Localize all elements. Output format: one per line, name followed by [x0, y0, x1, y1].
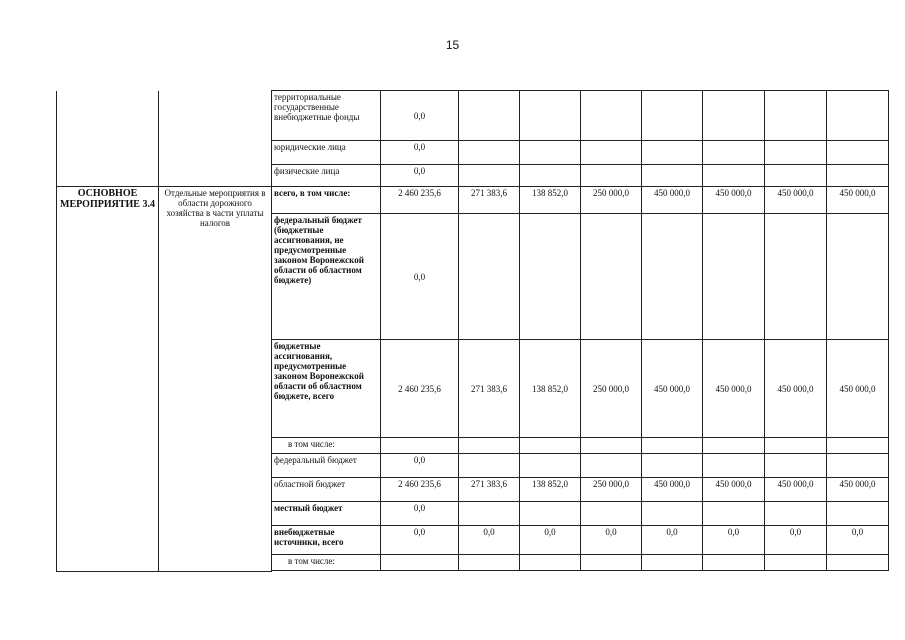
value-cell: 138 852,0: [520, 478, 581, 502]
value-cell: 271 383,6: [459, 478, 520, 502]
value-cell: 450 000,0: [827, 478, 889, 502]
source-label: бюджетные ассигнования, предусмотренные законом Воронежской области об областном бюджете, всего: [272, 340, 381, 438]
page-number: 15: [445, 38, 460, 52]
value-cell: 2 460 235,6: [381, 187, 459, 214]
budget-table: [56, 90, 889, 572]
value-cell: 2 460 235,6: [381, 478, 459, 502]
value-cell: 0,0: [703, 526, 765, 555]
value-cell: 0,0: [827, 526, 889, 555]
value-cell: 450 000,0: [765, 340, 827, 438]
value-cell: 0,0: [381, 502, 459, 526]
value-cell: 450 000,0: [827, 340, 889, 438]
value-cell: 0,0: [381, 454, 459, 478]
source-label: внебюджетные источники, всего: [272, 526, 381, 555]
total-value: 0,0: [381, 165, 459, 187]
value-cell: 2 460 235,6: [381, 340, 459, 438]
measure-title: ОСНОВНОЕ МЕРОПРИЯТИЕ 3.4: [57, 187, 159, 572]
value-cell: 0,0: [520, 526, 581, 555]
value-cell: 138 852,0: [520, 340, 581, 438]
source-label: территориальные государственные внебюджетные фонды: [272, 91, 381, 141]
source-label: физические лица: [272, 165, 381, 187]
value-cell: 271 383,6: [459, 340, 520, 438]
table-row: [57, 91, 889, 141]
value-cell: 0,0: [381, 214, 459, 340]
source-label: юридические лица: [272, 141, 381, 165]
source-label: в том числе:: [272, 438, 381, 454]
value-cell: 138 852,0: [520, 187, 581, 214]
value-cell: 0,0: [581, 526, 642, 555]
source-label: в том числе:: [272, 555, 381, 571]
total-value: 0,0: [381, 141, 459, 165]
value-cell: 250 000,0: [581, 340, 642, 438]
source-label: федеральный бюджет (бюджетные ассигнования, не предусмотренные законом Воронежской области об областном бюджете): [272, 214, 381, 340]
source-label: местный бюджет: [272, 502, 381, 526]
value-cell: 450 000,0: [703, 340, 765, 438]
measure-description: Отдельные мероприятия в области дорожного хозяйства в части уплаты налогов: [159, 187, 272, 572]
value-cell: 0,0: [642, 526, 703, 555]
value-cell: 250 000,0: [581, 187, 642, 214]
value-cell: 450 000,0: [703, 478, 765, 502]
empty-measure-cell: [57, 91, 159, 187]
source-label: областной бюджет: [272, 478, 381, 502]
table-row: [57, 187, 889, 214]
value-cell: 250 000,0: [581, 478, 642, 502]
total-value: 0,0: [381, 91, 459, 141]
value-cell: 450 000,0: [827, 187, 889, 214]
value-cell: 450 000,0: [703, 187, 765, 214]
value-cell: 0,0: [381, 526, 459, 555]
value-cell: 450 000,0: [642, 478, 703, 502]
value-cell: 0,0: [459, 526, 520, 555]
source-label: федеральный бюджет: [272, 454, 381, 478]
value-cell: 450 000,0: [765, 187, 827, 214]
source-label: всего, в том числе:: [272, 187, 381, 214]
value-cell: 450 000,0: [642, 340, 703, 438]
empty-description-cell: [159, 91, 272, 187]
value-cell: 271 383,6: [459, 187, 520, 214]
value-cell: 450 000,0: [765, 478, 827, 502]
value-cell: 450 000,0: [642, 187, 703, 214]
value-cell: 0,0: [765, 526, 827, 555]
